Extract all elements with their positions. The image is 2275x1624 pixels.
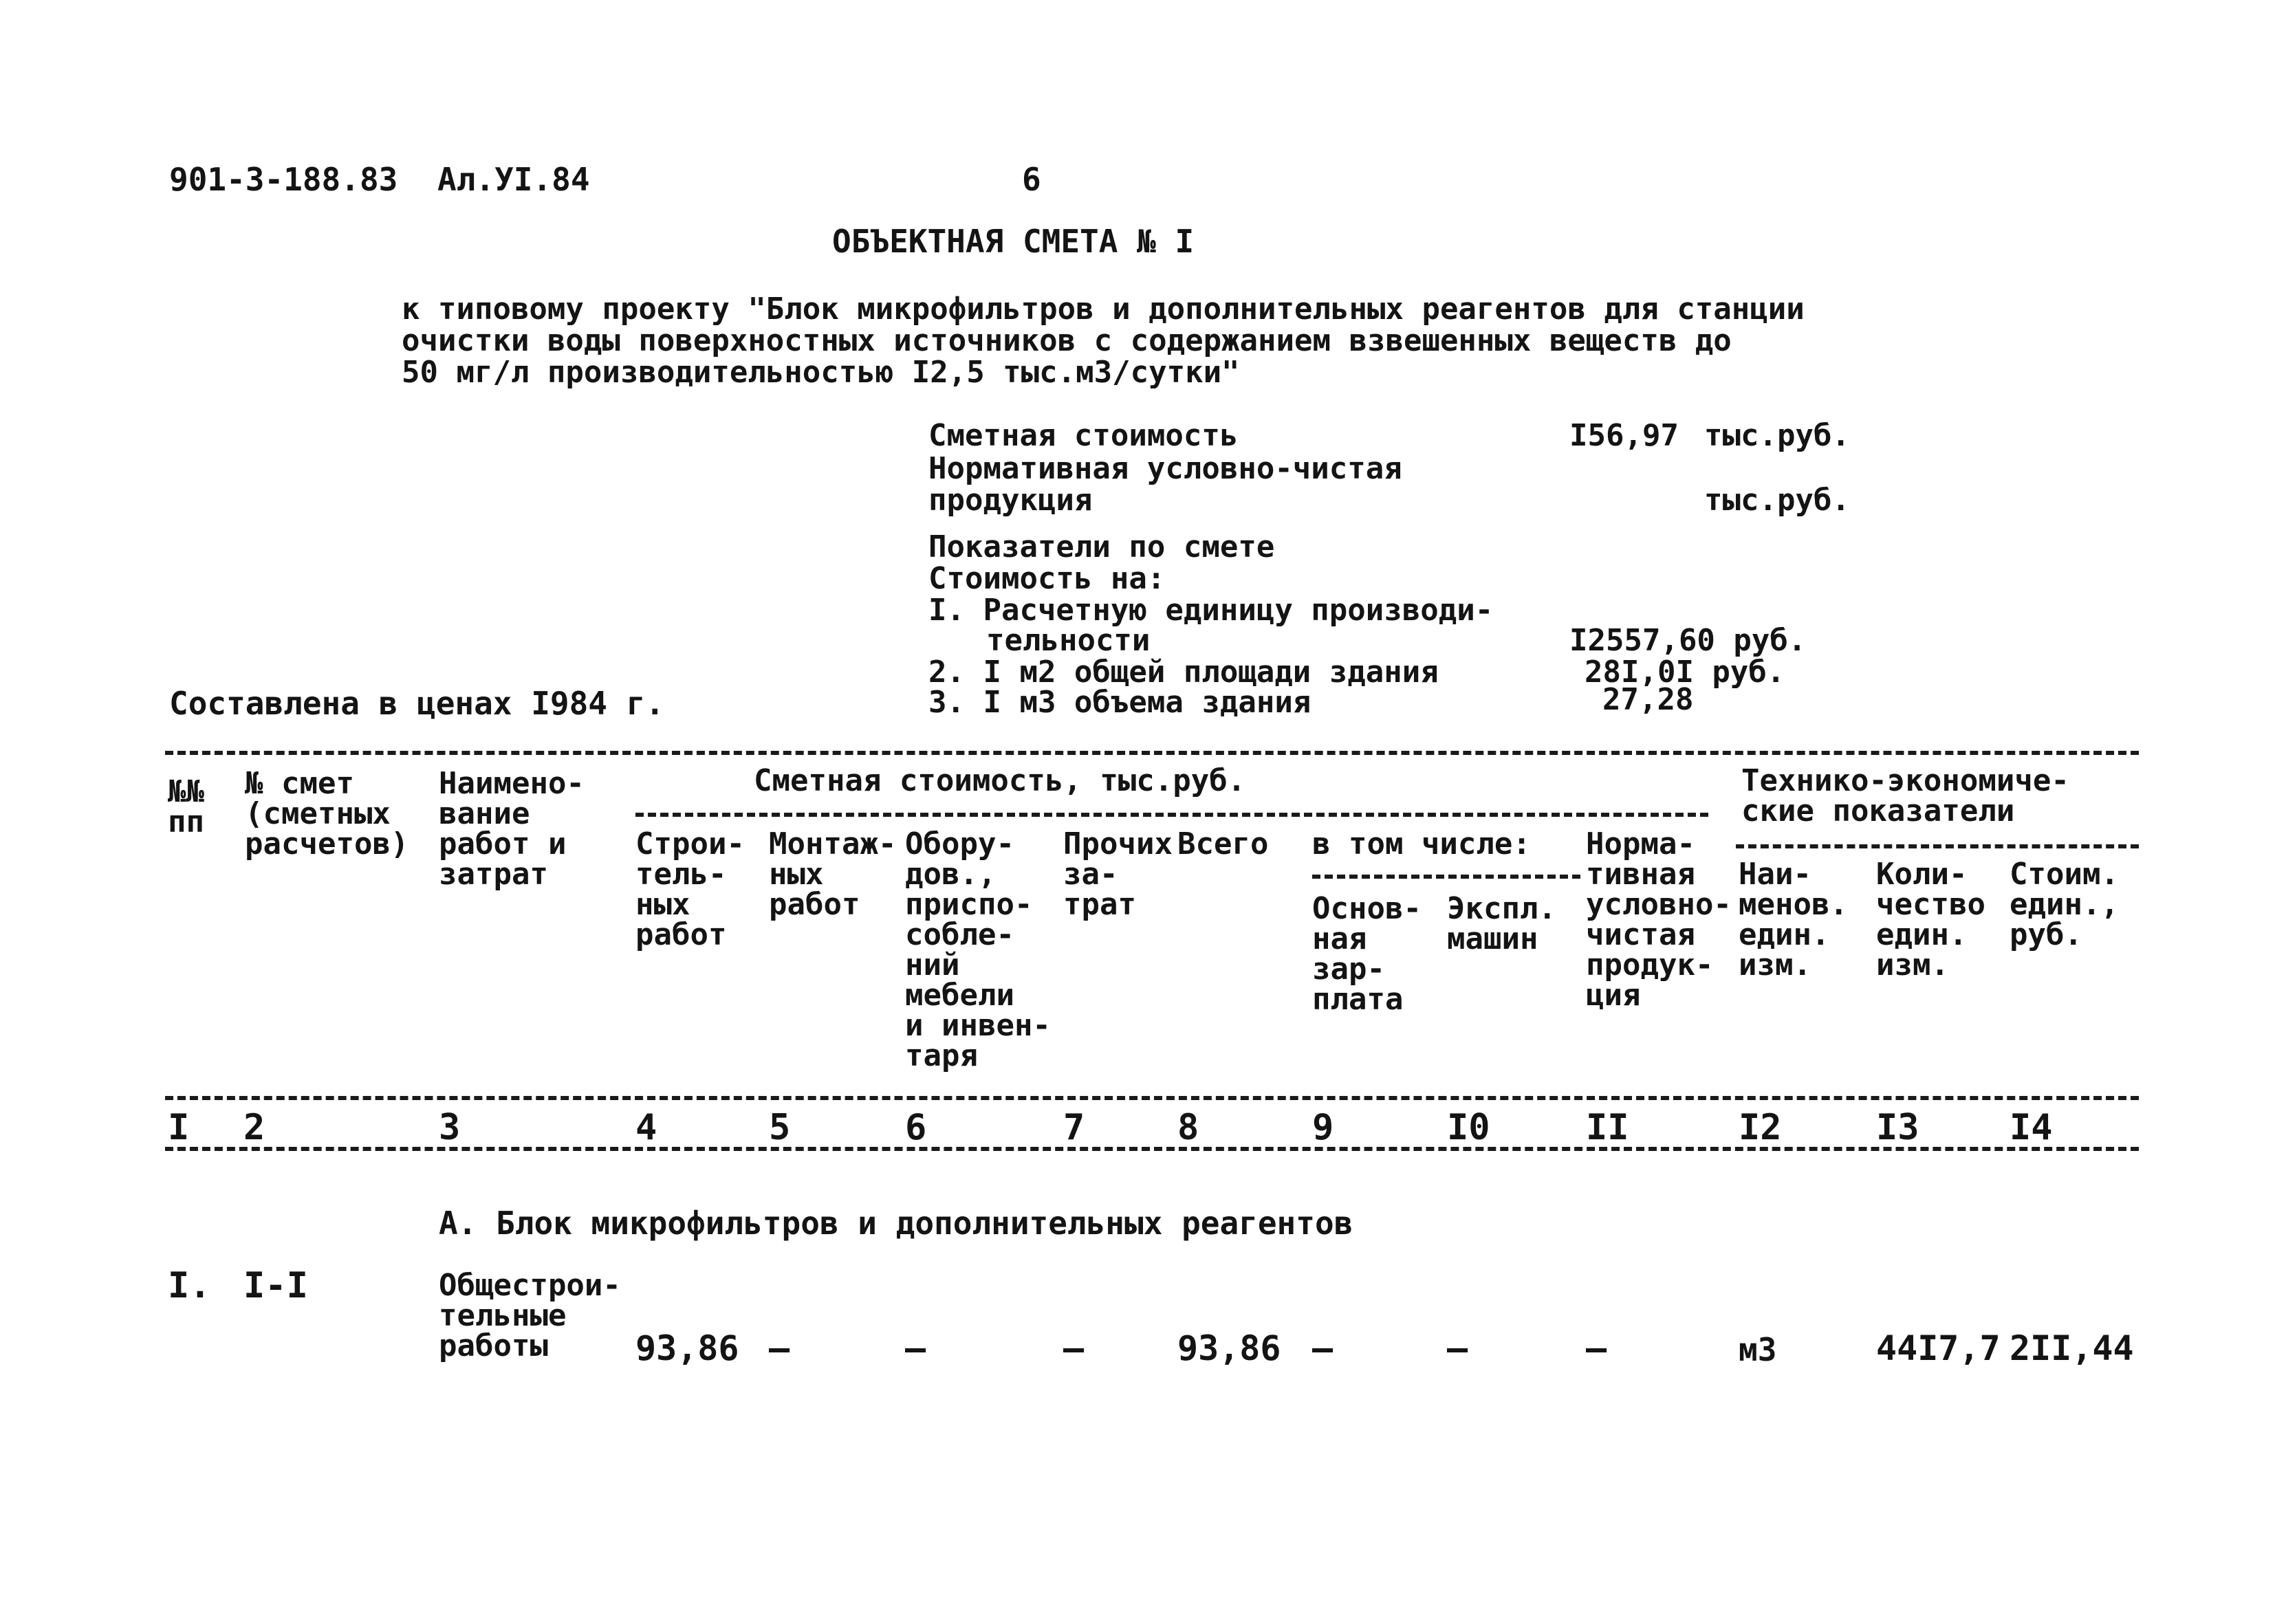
including-rule xyxy=(1312,875,1580,879)
indicator-3-label: 3. I м3 объема здания xyxy=(928,685,1311,720)
including-label: в том числе: xyxy=(1312,826,1531,862)
col-header-10: Экспл. машин xyxy=(1447,891,1556,956)
normative-unit: тыс.руб. xyxy=(1704,483,1850,518)
tech-group-rule xyxy=(1736,844,2139,848)
row-unit: м3 xyxy=(1739,1331,1777,1368)
compiled-note: Составлена в ценах I984 г. xyxy=(169,685,665,722)
cost-group-rule xyxy=(635,813,1708,817)
col-header-1: №№ пп xyxy=(168,774,204,840)
col-header-6: Обору- дов., приспо- собле- ний мебели и инвен- таря xyxy=(905,826,1051,1073)
row-machines: – xyxy=(1447,1328,1468,1368)
indicator-1-value: I2557,60 руб. xyxy=(1569,623,1807,658)
row-installation-cost: – xyxy=(769,1328,790,1368)
normative-label-1: Нормативная условно-чистая xyxy=(928,451,1402,486)
row-other-cost: – xyxy=(1063,1328,1085,1368)
row-wages: – xyxy=(1312,1328,1334,1368)
col-header-5: Монтаж- ных работ xyxy=(769,826,897,922)
row-normative: – xyxy=(1586,1328,1607,1368)
row-estimate-number: I-I xyxy=(243,1265,308,1306)
column-number-1: I xyxy=(168,1107,190,1148)
document-title: ОБЪЕКТНАЯ СМЕТА № I xyxy=(832,223,1195,260)
row-construction-cost: 93,86 xyxy=(635,1328,739,1368)
col-header-13: Коли- чество един. изм. xyxy=(1876,857,1985,983)
column-number-11: II xyxy=(1586,1107,1629,1148)
album-number: Ал.УI.84 xyxy=(437,161,590,198)
column-number-7: 7 xyxy=(1063,1107,1085,1148)
indicator-2-value: 28I,0I руб. xyxy=(1585,655,1785,690)
column-number-12: I2 xyxy=(1739,1107,1782,1148)
row-unit-cost: 2II,44 xyxy=(2010,1328,2134,1368)
indicator-1-label-cont: тельности xyxy=(986,623,1151,658)
estimated-cost-value: I56,97 xyxy=(1569,418,1679,453)
col-header-8: Всего xyxy=(1177,826,1269,862)
col-header-9: Основ- ная зар- плата xyxy=(1312,891,1422,1017)
column-number-8: 8 xyxy=(1177,1107,1199,1148)
column-number-2: 2 xyxy=(243,1107,265,1148)
cost-group-header: Сметная стоимость, тыс.руб. xyxy=(754,763,1246,798)
tech-group-header: Технико-экономиче- ские показатели xyxy=(1741,763,2069,829)
col-header-2: № смет (сметных расчетов) xyxy=(245,766,409,862)
section-title: А. Блок микрофильтров и дополнительных реагентов xyxy=(439,1205,1353,1242)
row-number: I. xyxy=(168,1265,211,1306)
document-code: 901-3-188.83 xyxy=(169,161,398,198)
row-equipment-cost: – xyxy=(905,1328,926,1368)
page-number: 6 xyxy=(1022,161,1041,198)
cost-per-label: Стоимость на: xyxy=(928,561,1166,596)
column-number-5: 5 xyxy=(769,1107,791,1148)
indicator-3-value: 27,28 xyxy=(1602,682,1694,717)
col-header-14: Стоим. един., руб. xyxy=(2010,857,2119,952)
subtitle-line-2: очистки воды поверхностных источников с содержанием взвешенных веществ до xyxy=(402,323,1732,358)
col-header-7: Прочих за- трат xyxy=(1063,826,1173,922)
column-number-3: 3 xyxy=(439,1107,461,1148)
col-header-3: Наимено- вание работ и затрат xyxy=(439,766,585,892)
col-header-4: Строи- тель- ных работ xyxy=(635,826,745,952)
indicator-2-label: 2. I м2 общей площади здания xyxy=(928,655,1439,690)
table-top-rule xyxy=(165,751,2139,755)
column-numbers-top-rule xyxy=(165,1096,2139,1100)
column-number-9: 9 xyxy=(1312,1107,1334,1148)
column-number-10: I0 xyxy=(1447,1107,1490,1148)
indicator-1-label: I. Расчетную единицу производи- xyxy=(928,593,1494,628)
column-number-13: I3 xyxy=(1876,1107,1919,1148)
row-work-name: Общестрои- тельные работы xyxy=(439,1268,621,1363)
col-header-11: Норма- тивная условно- чистая продук- ция xyxy=(1586,826,1732,1013)
normative-label-2: продукция xyxy=(928,483,1093,518)
column-number-4: 4 xyxy=(635,1107,657,1148)
indicators-label: Показатели по смете xyxy=(928,529,1275,564)
column-numbers-bottom-rule xyxy=(165,1147,2139,1151)
row-quantity: 44I7,7 xyxy=(1876,1328,2001,1368)
estimated-cost-unit: тыс.руб. xyxy=(1704,418,1850,453)
row-total-cost: 93,86 xyxy=(1177,1328,1281,1368)
estimated-cost-label: Сметная стоимость xyxy=(928,418,1239,453)
column-number-6: 6 xyxy=(905,1107,927,1148)
col-header-12: Наи- менов. един. изм. xyxy=(1739,857,1848,983)
column-number-14: I4 xyxy=(2010,1107,2053,1148)
subtitle-line-3: 50 мг/л производительностью I2,5 тыс.м3/сутки" xyxy=(402,355,1240,390)
subtitle-line-1: к типовому проекту "Блок микрофильтров и дополнительных реагентов для станции xyxy=(402,292,1805,327)
